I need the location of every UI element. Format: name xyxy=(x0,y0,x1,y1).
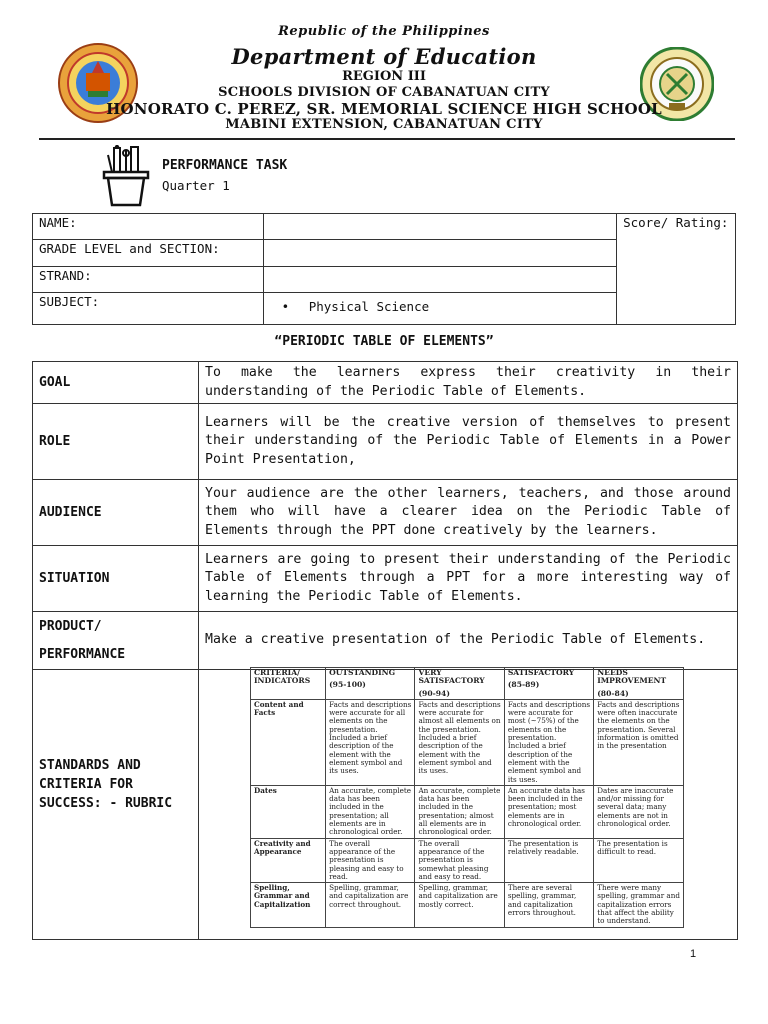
score-rating-label: Score/ Rating: xyxy=(617,214,736,325)
student-info-table xyxy=(32,213,736,325)
rubric-header-needs-improvement: NEEDS IMPROVEMENT (80-84) xyxy=(594,668,684,700)
department-heading: Department of Education xyxy=(231,44,537,69)
rubric-cell-text: Facts and descriptions were often inaccurate the elements on the presentation. Several information is omitted in the presentation xyxy=(594,699,684,785)
rubric-row xyxy=(251,838,684,882)
name-field[interactable] xyxy=(263,214,616,240)
rubric-cell-text: There were many spelling, grammar and capitalization errors that affect the ability to understand. xyxy=(594,883,684,927)
rubric-table xyxy=(250,667,684,928)
subject-value: Physical Science xyxy=(308,299,430,315)
rubric-cell-text: Spelling, grammar, and capitalization are mostly correct. xyxy=(415,883,504,927)
rubric-criteria: Spelling, Grammar and Capitalization xyxy=(251,883,326,927)
rubric-row xyxy=(251,699,684,785)
product-label xyxy=(33,612,199,670)
rubric-cell-text: The presentation is relatively readable. xyxy=(504,838,593,882)
division-heading: SCHOOLS DIVISION OF CABANATUAN CITY xyxy=(218,85,550,100)
rubric-header-very-satisfactory: VERY SATISFACTORY (90-94) xyxy=(415,668,504,700)
republic-heading: Republic of the Philippines xyxy=(278,24,490,39)
subject-field xyxy=(263,293,616,325)
rubric-cell-text: Facts and descriptions were accurate for all elements on the presentation. Included a brief description of the element with the element symbol and its uses. xyxy=(326,699,415,785)
rubric-cell-text: The overall appearance of the presentation is pleasing and easy to read. xyxy=(326,838,415,882)
rubric-cell-text: The presentation is difficult to read. xyxy=(594,838,684,882)
goal-text: To make the learners express their creativity in their understanding of the Periodic Table of Elements. xyxy=(199,362,738,404)
rubric-cell-text: An accurate data has been included in the presentation; most elements are in chronological order. xyxy=(504,785,593,838)
rubric-cell-text: The overall appearance of the presentation is somewhat pleasing and easy to read. xyxy=(415,838,504,882)
address-heading: MABINI EXTENSION, CABANATUAN CITY xyxy=(225,117,543,132)
strand-field[interactable] xyxy=(263,266,616,292)
rubric-criteria: Dates xyxy=(251,785,326,838)
situation-label: SITUATION xyxy=(33,546,199,612)
product-label-line2: PERFORMANCE xyxy=(39,646,126,662)
rubric-cell-text: Facts and descriptions were accurate for almost all elements on the presentation. Included a brief description of the element with the element symbol and its uses. xyxy=(415,699,504,785)
rubric-cell-text: An accurate, complete data has been included in the presentation; almost all elements are in chronological order. xyxy=(415,785,504,838)
product-text: Make a creative presentation of the Periodic Table of Elements. xyxy=(199,612,738,670)
role-text: Learners will be the creative version of themselves to present their understanding of the Periodic Table of Elements in a Power Point Presentation, xyxy=(199,404,738,480)
strand-label: STRAND: xyxy=(33,266,264,292)
page-number: 1 xyxy=(690,948,697,960)
rubric-criteria: Content and Facts xyxy=(251,699,326,785)
standards-label: STANDARDS AND CRITERIA FOR SUCCESS: - RUBRIC xyxy=(33,670,199,940)
task-main-title: “PERIODIC TABLE OF ELEMENTS” xyxy=(274,334,494,349)
product-label-line1: PRODUCT/ xyxy=(39,618,102,634)
rubric-row xyxy=(251,785,684,838)
pencil-cup-icon xyxy=(102,145,150,207)
audience-text: Your audience are the other learners, teachers, and those around them who will have a clearer idea on the Periodic Table of Elements through the PPT done creatively by the learners. xyxy=(199,480,738,546)
name-label: NAME: xyxy=(33,214,264,240)
school-heading: HONORATO C. PEREZ, SR. MEMORIAL SCIENCE HIGH SCHOOL xyxy=(106,100,662,118)
subject-label: SUBJECT: xyxy=(33,293,264,325)
rubric-header-criteria: CRITERIA/ INDICATORS xyxy=(251,668,326,700)
bullet-icon: • xyxy=(281,299,290,315)
grade-field[interactable] xyxy=(263,240,616,266)
region-heading: REGION III xyxy=(342,69,426,84)
rubric-criteria: Creativity and Appearance xyxy=(251,838,326,882)
situation-text: Learners are going to present their understanding of the Periodic Table of Elements through a PPT for a more interesting way of learning the Periodic Table of Elements. xyxy=(199,546,738,612)
role-label: ROLE xyxy=(33,404,199,480)
rubric-row xyxy=(251,883,684,927)
rubric-header-row xyxy=(251,668,684,700)
rubric-cell-text: An accurate, complete data has been included in the presentation; all elements are in chronological order. xyxy=(326,785,415,838)
rubric-cell-text: Spelling, grammar, and capitalization are correct throughout. xyxy=(326,883,415,927)
goal-label: GOAL xyxy=(33,362,199,404)
rubric-cell-text: Facts and descriptions were accurate for most (~75%) of the elements on the presentation. Included a brief description of the element with the element symbol and its uses. xyxy=(504,699,593,785)
header-divider xyxy=(39,138,735,140)
rubric-header-outstanding: OUTSTANDING (95-100) xyxy=(326,668,415,700)
audience-label: AUDIENCE xyxy=(33,480,199,546)
rubric-cell-text: There are several spelling, grammar, and capitalization errors throughout. xyxy=(504,883,593,927)
rubric-header-satisfactory: SATISFACTORY (85-89) xyxy=(504,668,593,700)
quarter-label: Quarter 1 xyxy=(162,178,230,193)
rubric-cell-text: Dates are inaccurate and/or missing for several data; many elements are not in chronological order. xyxy=(594,785,684,838)
grade-label: GRADE LEVEL and SECTION: xyxy=(33,240,264,266)
performance-task-title: PERFORMANCE TASK xyxy=(162,158,288,173)
